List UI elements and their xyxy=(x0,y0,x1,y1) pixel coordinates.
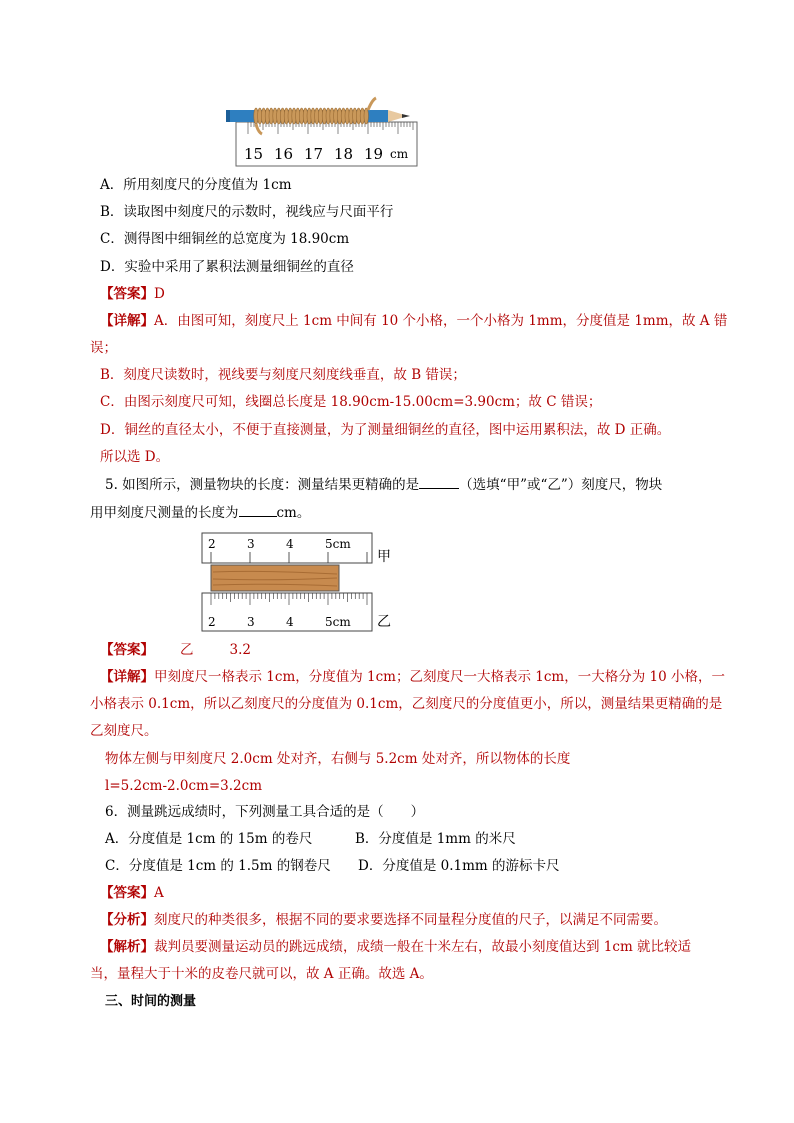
option-a: A．分度值是 1cm 的 15m 的卷尺 xyxy=(105,831,313,847)
analysis-line xyxy=(100,910,667,930)
stem-text: 用甲刻度尺测量的长度为 xyxy=(90,505,239,521)
ruler-jia-number: 3 xyxy=(247,537,255,551)
ruler-unit: cm xyxy=(390,147,409,161)
ruler-yi-label: 乙 xyxy=(377,614,391,630)
analysis-text: 刻度尺的种类很多，根据不同的要求要选择不同量程分度值的尺子，以满足不同需要。 xyxy=(154,912,667,928)
section-title: 三、时间的测量 xyxy=(105,994,197,1009)
ruler-number: 17 xyxy=(304,145,324,163)
answer-line xyxy=(100,284,165,304)
answer-line xyxy=(100,883,164,903)
question-stem xyxy=(105,474,662,495)
detail-line xyxy=(100,311,727,331)
answer-value: A xyxy=(154,885,164,901)
detail-line xyxy=(100,667,725,687)
ruler-number: 16 xyxy=(274,145,294,163)
detail-line: 所以选 D。 xyxy=(100,449,170,465)
answer-line xyxy=(100,640,251,660)
solution-line xyxy=(100,937,691,957)
detail-tag: 【详解】 xyxy=(100,669,154,685)
detail-line: 物体左侧与甲刻度尺 2.0cm 处对齐，右侧与 5.2cm 处对齐，所以物体的长度 xyxy=(105,751,571,767)
pencil-end xyxy=(226,110,230,122)
wire-end xyxy=(368,98,376,110)
detail-text: A．由图可知，刻度尺上 1cm 中间有 10 个小格，一个小格为 1mm，分度值是 1mm，故 A 错 xyxy=(154,313,728,329)
stem-text: 5. 如图所示，测量物块的长度：测量结果更精确的是 xyxy=(105,477,420,493)
ruler-number: 19 xyxy=(364,145,384,163)
detail-tag: 【详解】 xyxy=(100,313,154,329)
ruler-jia-number: 4 xyxy=(286,537,294,551)
detail-line: 乙刻度尺。 xyxy=(90,723,158,739)
option-a: A．所用刻度尺的分度值为 1cm xyxy=(100,177,292,193)
pencil-lead xyxy=(402,114,410,118)
option-c: C．分度值是 1cm 的 1.5m 的钢卷尺 xyxy=(105,858,331,874)
detail-line: 小格表示 0.1cm，所以乙刻度尺的分度值为 0.1cm，乙刻度尺的分度值更小，所以，测量结果更精确的是 xyxy=(90,696,723,712)
option-d: D．实验中采用了累积法测量细铜丝的直径 xyxy=(100,259,354,275)
ruler-yi-number: 2 xyxy=(208,615,216,629)
ruler-yi-number: 3 xyxy=(247,615,255,629)
ruler-jia-number: 5cm xyxy=(325,537,351,551)
answer-tag: 【答案】 xyxy=(100,885,154,901)
wooden-block xyxy=(211,565,339,591)
ruler-jia-number: 2 xyxy=(208,537,216,551)
block-ruler-figure xyxy=(200,532,396,634)
detail-line: l=5.2cm-2.0cm=3.2cm xyxy=(105,778,262,794)
ruler-jia-label: 甲 xyxy=(377,549,391,565)
wire-turn xyxy=(364,108,368,124)
answer-value: 3.2 xyxy=(229,642,251,658)
ruler-number: 18 xyxy=(334,145,354,163)
question-stem: 6．测量跳远成绩时，下列测量工具合适的是（ ） xyxy=(105,804,425,820)
answer-tag: 【答案】 xyxy=(100,286,154,302)
analysis-tag: 【分析】 xyxy=(100,912,154,928)
detail-line: B．刻度尺读数时，视线要与刻度尺刻度线垂直，故 B 错误； xyxy=(100,367,466,383)
detail-text: 甲刻度尺一格表示 1cm，分度值为 1cm；乙刻度尺一大格表示 1cm，一大格分为 10 小格，一 xyxy=(154,669,725,685)
solution-text: 裁判员要测量运动员的跳远成绩，成绩一般在十米左右，故最小刻度值达到 1cm 就比较适 xyxy=(154,939,692,955)
question-stem xyxy=(90,502,310,523)
stem-text: cm。 xyxy=(276,505,311,521)
answer-blank xyxy=(239,502,277,517)
ruler-number: 15 xyxy=(244,145,264,163)
solution-tag: 【解析】 xyxy=(100,939,154,955)
ruler-yi-number: 5cm xyxy=(325,615,351,629)
option-b: B．分度值是 1mm 的米尺 xyxy=(355,831,516,847)
pencil-ruler-figure xyxy=(226,96,422,168)
option-d: D．分度值是 0.1mm 的游标卡尺 xyxy=(358,858,560,874)
option-c: C．测得图中细铜丝的总宽度为 18.90cm xyxy=(100,231,350,247)
answer-blank xyxy=(419,474,459,489)
answer-value: 乙 xyxy=(180,642,194,658)
detail-line: C．由图示刻度尺可知，线圈总长度是 18.90cm-15.00cm=3.90cm；故 C 错误； xyxy=(100,394,602,410)
detail-line: D．铜丝的直径太小，不便于直接测量，为了测量细铜丝的直径，图中运用累积法，故 D 正确。 xyxy=(100,422,671,438)
option-b: B．读取图中刻度尺的示数时，视线应与尺面平行 xyxy=(100,204,394,220)
wire-coil xyxy=(254,108,369,124)
answer-value: D xyxy=(154,286,165,302)
stem-text: （选填“甲”或“乙”）刻度尺，物块 xyxy=(459,477,663,493)
answer-tag: 【答案】 xyxy=(100,642,154,658)
detail-line: 误； xyxy=(90,340,117,356)
solution-line: 当，量程大于十米的皮卷尺就可以，故 A 正确。故选 A。 xyxy=(90,966,433,982)
ruler-yi-number: 4 xyxy=(286,615,294,629)
